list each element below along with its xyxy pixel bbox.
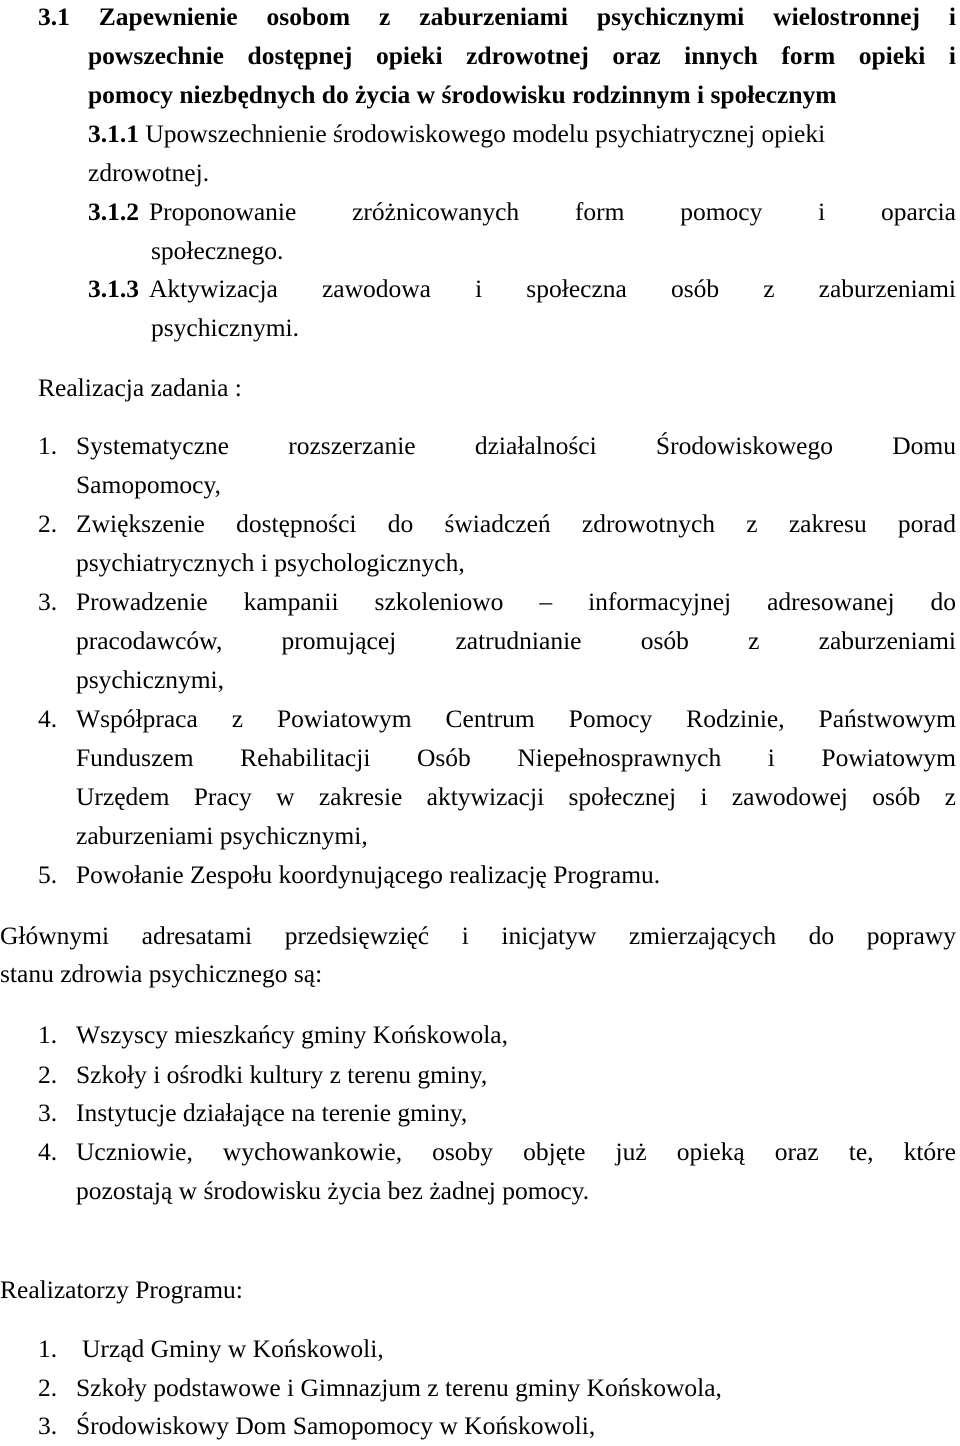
task-4-line-2: Funduszem Rehabilitacji Osób Niepełnosprawnych i Powiatowym xyxy=(76,743,956,772)
task-number: 2. xyxy=(38,509,58,538)
subsection-title: Proponowanie zróżnicowanych form pomocy i oparcia xyxy=(149,197,956,226)
implementer-text: Środowiskowy Dom Samopomocy w Końskowoli, xyxy=(76,1411,596,1440)
task-3-line-2: pracodawców, promującej zatrudnianie osób z zaburzeniami xyxy=(76,626,956,655)
addressees-intro-line-1: Głównymi adresatami przedsięwzięć i inicjatyw zmierzających do poprawy xyxy=(0,921,956,950)
task-line: Zwiększenie dostępności do świadczeń zdrowotnych z zakresu porad xyxy=(76,509,956,538)
task-number: 3. xyxy=(38,587,58,616)
task-3-line-3: psychicznymi, xyxy=(76,665,225,694)
subsection-3-1-3-cont: psychicznymi. xyxy=(151,313,300,342)
subsection-3-1-1-cont: zdrowotnej. xyxy=(88,158,210,187)
task-number: 5. xyxy=(38,860,58,889)
implementer-number: 3. xyxy=(38,1411,58,1440)
addressee-number: 4. xyxy=(38,1137,58,1166)
addressee-text: Szkoły i ośrodki kultury z terenu gminy, xyxy=(76,1060,488,1089)
task-line: Powołanie Zespołu koordynującego realizację Programu. xyxy=(76,860,661,889)
task-line: Prowadzenie kampanii szkoleniowo – informacyjnej adresowanej do xyxy=(76,587,956,616)
task-4-line-4: zaburzeniami psychicznymi, xyxy=(76,821,368,850)
task-2-line-2: psychiatrycznych i psychologicznych, xyxy=(76,548,465,577)
subsection-number: 3.1.2 xyxy=(88,197,139,226)
subsection-number: 3.1.1 xyxy=(88,119,139,148)
implementer-text: Urząd Gminy w Końskowoli, xyxy=(82,1334,384,1363)
implementer-number: 2. xyxy=(38,1373,58,1402)
section-heading-line-3: pomocy niezbędnych do życia w środowisku rodzinnym i społecznym xyxy=(88,80,837,109)
addressee-text: Uczniowie, wychowankowie, osoby objęte już opieką oraz te, które xyxy=(76,1137,956,1166)
implementers-label: Realizatorzy Programu: xyxy=(0,1275,243,1304)
subsection-3-1-2-cont: społecznego. xyxy=(151,236,284,265)
subsection-3-1-1 xyxy=(88,119,956,149)
implementer-number: 1. xyxy=(38,1334,58,1363)
task-4-line-3: Urzędem Pracy w zakresie aktywizacji społecznej i zawodowej osób z xyxy=(76,782,956,811)
task-line: Systematyczne rozszerzanie działalności Środowiskowego Domu xyxy=(76,431,956,460)
section-heading-line-2: powszechnie dostępnej opieki zdrowotnej oraz innych form opieki i xyxy=(88,41,956,70)
subsection-title: Upowszechnienie środowiskowego modelu psychiatrycznej opieki xyxy=(145,119,826,148)
addressee-number: 3. xyxy=(38,1098,58,1127)
tasks-label: Realizacja zadania : xyxy=(38,373,242,402)
addressee-text: Wszyscy mieszkańcy gminy Końskowola, xyxy=(76,1020,508,1049)
addressee-4-line-2: pozostają w środowisku życia bez żadnej pomocy. xyxy=(76,1176,590,1205)
subsection-number: 3.1.3 xyxy=(88,274,139,303)
addressee-number: 2. xyxy=(38,1060,58,1089)
task-1-line-2: Samopomocy, xyxy=(76,470,221,499)
task-line: Współpraca z Powiatowym Centrum Pomocy Rodzinie, Państwowym xyxy=(76,704,956,733)
addressees-intro-line-2: stanu zdrowia psychicznego są: xyxy=(0,959,323,988)
task-number: 4. xyxy=(38,704,58,733)
addressee-number: 1. xyxy=(38,1020,58,1049)
task-number: 1. xyxy=(38,431,58,460)
section-heading-line-1: 3.1 Zapewnienie osobom z zaburzeniami psychicznymi wielostronnej i xyxy=(38,2,956,31)
addressee-text: Instytucje działające na terenie gminy, xyxy=(76,1098,468,1127)
subsection-title: Aktywizacja zawodowa i społeczna osób z zaburzeniami xyxy=(149,274,956,303)
implementer-text: Szkoły podstawowe i Gimnazjum z terenu gminy Końskowola, xyxy=(76,1373,722,1402)
